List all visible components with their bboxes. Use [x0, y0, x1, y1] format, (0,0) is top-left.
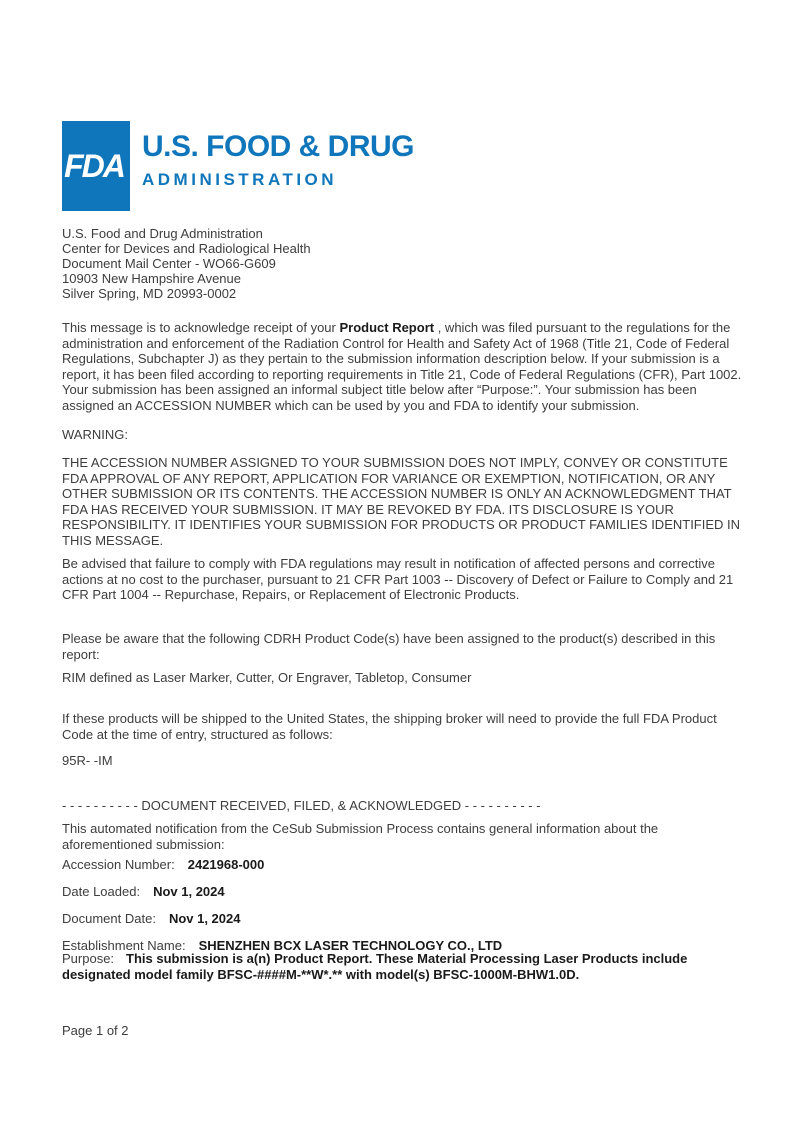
fda-logo [62, 121, 414, 211]
field-label: Date Loaded: [62, 884, 141, 899]
field-document-date [62, 911, 746, 926]
address-line: Document Mail Center - WO66-G609 [62, 256, 276, 271]
notification-paragraph: This automated notification from the CeSub Submission Process contains general information about the aforementioned submission: [62, 821, 659, 852]
purpose-value: This submission is a(n) Product Report. These Material Processing Laser Products include designated model family BFSC-####M-**W*.** with model(s) BFSC-1000M-BHW1.0D. [62, 951, 688, 982]
warning-paragraph: THE ACCESSION NUMBER ASSIGNED TO YOUR SUBMISSION DOES NOT IMPLY, CONVEY OR CONSTITUTE FDA APPROVAL OF ANY REPORT, APPLICATION FOR VARIANCE OR EXEMPTION, NOTIFICATION, OR ANY OTHER SUBMISSION OR ITS CONTENTS. THE ACCESSION NUMBER IS ONLY AN ACKNOWLEDGMENT THAT FDA HAS RECEIVED YOUR SUBMISSION. IT MAY BE REVOKED BY FDA. ITS DISCLOSURE IS YOUR RESPONSIBILITY. IT IDENTIFIES YOUR SUBMISSION FOR PRODUCTS OR PRODUCT FAMILIES IDENTIFIED IN THIS MESSAGE. [62, 455, 741, 548]
address-line: U.S. Food and Drug Administration [62, 226, 263, 241]
field-label: Establishment Name: [62, 938, 186, 953]
agency-title: U.S. FOOD & DRUG [142, 130, 415, 163]
address-line: Center for Devices and Radiological Health [62, 241, 311, 256]
field-label: Document Date: [62, 911, 156, 926]
shipping-code: 95R- -IM [62, 753, 113, 768]
intro-text-end: , which was filed pursuant to the regulations for the administration and enforcement of the Radiation Control for Health and Safety Act of 1968 (Title 21, Code of Federal Regulations, Subchapter J) as they pertain to the submission information description below. If your submission is a report, it has been filed according to reporting requirements in Title 21, Code of Federal Regulations (CFR), Part 1002. Your submission has been assigned an informal subject title below after “Purpose:”. Your submission has been assigned an ACCESSION NUMBER which can be used by you and FDA to identify your submission. [62, 320, 742, 413]
page-indicator: Page 1 of 2 [62, 1023, 129, 1038]
report-type-emphasis: Product Report [339, 320, 435, 335]
fda-logo-wordmark [142, 121, 414, 211]
agency-subtitle: ADMINISTRATION [142, 170, 338, 189]
field-purpose [62, 951, 746, 982]
intro-paragraph [62, 320, 746, 413]
field-label: Accession Number: [62, 857, 175, 872]
sender-address [62, 226, 746, 301]
field-value: Nov 1, 2024 [168, 911, 241, 926]
field-accession-number [62, 857, 746, 872]
product-code-value: RIM defined as Laser Marker, Cutter, Or Engraver, Tabletop, Consumer [62, 670, 472, 685]
address-line: Silver Spring, MD 20993-0002 [62, 286, 237, 301]
field-value: 2421968-000 [187, 857, 265, 872]
product-code-intro: Please be aware that the following CDRH Product Code(s) have been assigned to the product(s) described in this report: [62, 631, 716, 662]
section-divider: - - - - - - - - - - DOCUMENT RECEIVED, FILED, & ACKNOWLEDGED - - - - - - - - - - [62, 798, 541, 813]
shipping-paragraph: If these products will be shipped to the United States, the shipping broker will need to provide the full FDA Product Code at the time of entry, structured as follows: [62, 711, 717, 742]
intro-text-start: This message is to acknowledge receipt of your [62, 320, 340, 335]
fda-logo-icon: FDA [62, 121, 130, 211]
field-value: Nov 1, 2024 [153, 884, 225, 899]
address-line: 10903 New Hampshire Avenue [62, 271, 241, 286]
advice-paragraph: Be advised that failure to comply with FDA regulations may result in notification of affected persons and corrective actions at no cost to the purchaser, pursuant to 21 CFR Part 1003 -- Discovery of Defect or Failure to Comply and 21 CFR Part 1004 -- Repurchase, Repairs, or Replacement of Electronic Products. [62, 556, 734, 602]
warning-label: WARNING: [62, 427, 128, 442]
field-date-loaded [62, 884, 746, 899]
field-value: SHENZHEN BCX LASER TECHNOLOGY CO., LTD [198, 938, 503, 953]
purpose-label: Purpose: [62, 951, 115, 966]
